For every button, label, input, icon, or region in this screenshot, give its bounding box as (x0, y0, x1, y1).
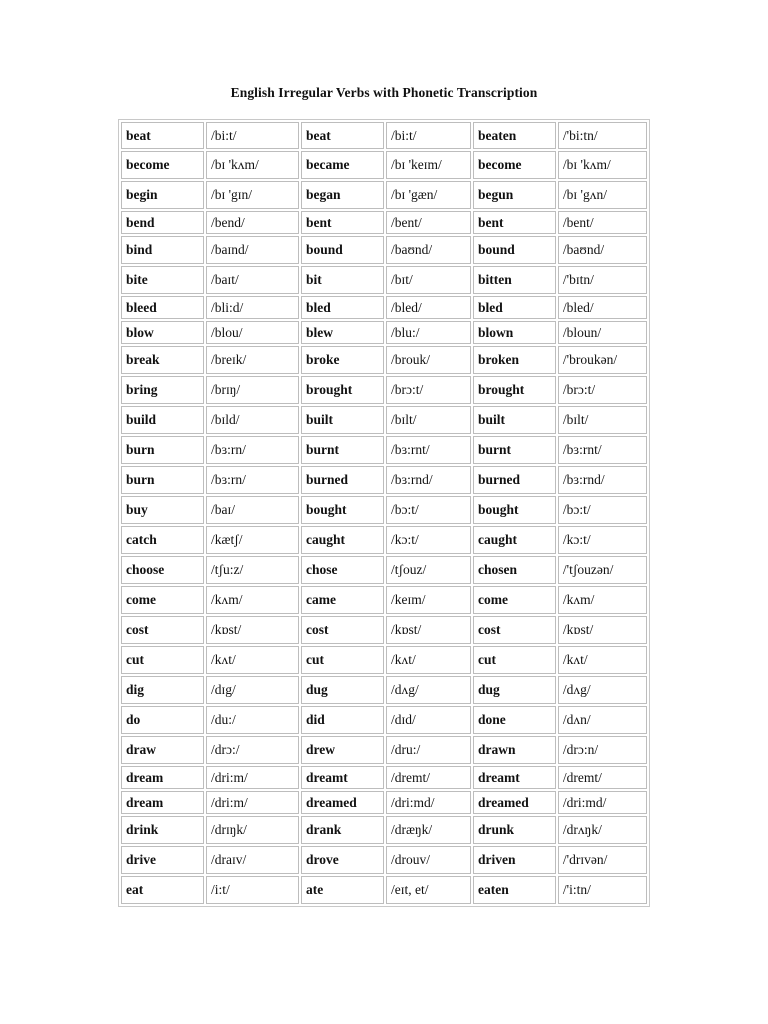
base-form-ipa-cell: /bi:t/ (206, 122, 299, 149)
past-simple-cell: broke (301, 346, 384, 374)
past-participle-ipa-cell: /bloun/ (558, 321, 647, 344)
past-participle-ipa-cell: /kʌm/ (558, 586, 647, 614)
verb-table-body (121, 122, 647, 904)
base-form-cell: burn (121, 436, 204, 464)
base-form-ipa-cell: /dri:m/ (206, 766, 299, 789)
past-simple-cell: drove (301, 846, 384, 874)
past-participle-cell: broken (473, 346, 556, 374)
base-form-ipa-cell: /tʃu:z/ (206, 556, 299, 584)
base-form-cell: begin (121, 181, 204, 209)
past-participle-ipa-cell: /'tʃouzən/ (558, 556, 647, 584)
verb-row (121, 466, 647, 494)
base-form-ipa-cell: /kʌt/ (206, 646, 299, 674)
past-participle-ipa-cell: /'i:tn/ (558, 876, 647, 904)
past-simple-cell: drank (301, 816, 384, 844)
base-form-ipa-cell: /bɜ:rn/ (206, 466, 299, 494)
base-form-cell: buy (121, 496, 204, 524)
base-form-ipa-cell: /bɪ 'kʌm/ (206, 151, 299, 179)
past-simple-cell: cost (301, 616, 384, 644)
past-simple-cell: chose (301, 556, 384, 584)
past-simple-cell: burnt (301, 436, 384, 464)
past-participle-ipa-cell: /dʌg/ (558, 676, 647, 704)
verb-row (121, 706, 647, 734)
past-participle-ipa-cell: /bɪ 'kʌm/ (558, 151, 647, 179)
past-simple-ipa-cell: /kʌt/ (386, 646, 471, 674)
past-simple-ipa-cell: /bɪ 'gæn/ (386, 181, 471, 209)
past-participle-cell: brought (473, 376, 556, 404)
past-simple-cell: cut (301, 646, 384, 674)
past-participle-cell: chosen (473, 556, 556, 584)
past-simple-cell: bought (301, 496, 384, 524)
base-form-ipa-cell: /baɪt/ (206, 266, 299, 294)
past-participle-cell: done (473, 706, 556, 734)
past-simple-cell: built (301, 406, 384, 434)
past-participle-cell: come (473, 586, 556, 614)
past-participle-cell: drawn (473, 736, 556, 764)
base-form-ipa-cell: /drɪŋk/ (206, 816, 299, 844)
past-participle-cell: dreamt (473, 766, 556, 789)
past-simple-ipa-cell: /bɜ:rnt/ (386, 436, 471, 464)
past-simple-ipa-cell: /dru:/ (386, 736, 471, 764)
past-participle-ipa-cell: /dʌn/ (558, 706, 647, 734)
base-form-ipa-cell: /kʌm/ (206, 586, 299, 614)
base-form-ipa-cell: /brɪŋ/ (206, 376, 299, 404)
past-participle-ipa-cell: /bɪlt/ (558, 406, 647, 434)
past-simple-cell: began (301, 181, 384, 209)
past-simple-cell: caught (301, 526, 384, 554)
base-form-cell: catch (121, 526, 204, 554)
past-simple-cell: burned (301, 466, 384, 494)
past-participle-ipa-cell: /'broukən/ (558, 346, 647, 374)
verb-row (121, 676, 647, 704)
past-participle-cell: bound (473, 236, 556, 264)
past-simple-ipa-cell: /keɪm/ (386, 586, 471, 614)
past-simple-ipa-cell: /eɪt, et/ (386, 876, 471, 904)
base-form-ipa-cell: /bɪld/ (206, 406, 299, 434)
past-participle-ipa-cell: /'bɪtn/ (558, 266, 647, 294)
past-participle-ipa-cell: /kɒst/ (558, 616, 647, 644)
verb-row (121, 151, 647, 179)
verb-row (121, 876, 647, 904)
past-simple-ipa-cell: /bɜ:rnd/ (386, 466, 471, 494)
past-simple-ipa-cell: /dremt/ (386, 766, 471, 789)
past-participle-cell: burned (473, 466, 556, 494)
past-simple-ipa-cell: /tʃouz/ (386, 556, 471, 584)
past-simple-ipa-cell: /kɔ:t/ (386, 526, 471, 554)
past-participle-cell: drunk (473, 816, 556, 844)
past-simple-ipa-cell: /bent/ (386, 211, 471, 234)
base-form-cell: bind (121, 236, 204, 264)
past-simple-cell: became (301, 151, 384, 179)
base-form-cell: cost (121, 616, 204, 644)
past-participle-cell: cost (473, 616, 556, 644)
past-simple-cell: bit (301, 266, 384, 294)
verb-row (121, 816, 647, 844)
base-form-cell: do (121, 706, 204, 734)
past-participle-ipa-cell: /bled/ (558, 296, 647, 319)
past-simple-ipa-cell: /kɒst/ (386, 616, 471, 644)
base-form-cell: burn (121, 466, 204, 494)
base-form-ipa-cell: /bɜ:rn/ (206, 436, 299, 464)
verb-row (121, 406, 647, 434)
verb-row (121, 346, 647, 374)
past-participle-ipa-cell: /bɜ:rnt/ (558, 436, 647, 464)
past-simple-ipa-cell: /bled/ (386, 296, 471, 319)
past-participle-cell: blown (473, 321, 556, 344)
past-simple-cell: blew (301, 321, 384, 344)
base-form-cell: drink (121, 816, 204, 844)
verb-row (121, 556, 647, 584)
verb-row (121, 526, 647, 554)
base-form-cell: eat (121, 876, 204, 904)
past-simple-cell: drew (301, 736, 384, 764)
past-participle-cell: cut (473, 646, 556, 674)
verb-row (121, 586, 647, 614)
past-simple-cell: dreamed (301, 791, 384, 814)
verb-row (121, 436, 647, 464)
past-simple-cell: did (301, 706, 384, 734)
past-simple-ipa-cell: /dʌg/ (386, 676, 471, 704)
past-simple-cell: bent (301, 211, 384, 234)
verb-row (121, 211, 647, 234)
past-participle-ipa-cell: /brɔ:t/ (558, 376, 647, 404)
past-participle-cell: driven (473, 846, 556, 874)
past-participle-cell: bought (473, 496, 556, 524)
past-simple-cell: came (301, 586, 384, 614)
past-simple-ipa-cell: /bɪlt/ (386, 406, 471, 434)
base-form-ipa-cell: /baɪnd/ (206, 236, 299, 264)
base-form-cell: bend (121, 211, 204, 234)
past-simple-ipa-cell: /brɔ:t/ (386, 376, 471, 404)
base-form-cell: dream (121, 791, 204, 814)
past-participle-cell: become (473, 151, 556, 179)
past-participle-cell: begun (473, 181, 556, 209)
base-form-cell: draw (121, 736, 204, 764)
base-form-cell: become (121, 151, 204, 179)
base-form-cell: dig (121, 676, 204, 704)
past-simple-cell: dug (301, 676, 384, 704)
base-form-ipa-cell: /bli:d/ (206, 296, 299, 319)
base-form-cell: dream (121, 766, 204, 789)
base-form-ipa-cell: /kɒst/ (206, 616, 299, 644)
past-participle-cell: dug (473, 676, 556, 704)
verb-row (121, 236, 647, 264)
verb-row (121, 736, 647, 764)
base-form-cell: bite (121, 266, 204, 294)
base-form-cell: build (121, 406, 204, 434)
past-simple-ipa-cell: /dɪd/ (386, 706, 471, 734)
past-participle-ipa-cell: /dremt/ (558, 766, 647, 789)
past-simple-ipa-cell: /baʊnd/ (386, 236, 471, 264)
verb-row (121, 766, 647, 789)
verb-row (121, 296, 647, 319)
base-form-cell: break (121, 346, 204, 374)
past-participle-cell: eaten (473, 876, 556, 904)
document-title: English Irregular Verbs with Phonetic Transcription (230, 85, 538, 100)
past-simple-ipa-cell: /bi:t/ (386, 122, 471, 149)
base-form-cell: come (121, 586, 204, 614)
base-form-ipa-cell: /bend/ (206, 211, 299, 234)
verb-row (121, 181, 647, 209)
base-form-ipa-cell: /i:t/ (206, 876, 299, 904)
past-participle-ipa-cell: /kʌt/ (558, 646, 647, 674)
past-participle-ipa-cell: /dri:md/ (558, 791, 647, 814)
past-participle-cell: bent (473, 211, 556, 234)
irregular-verbs-table (118, 119, 650, 907)
base-form-ipa-cell: /bɪ 'gɪn/ (206, 181, 299, 209)
past-simple-cell: beat (301, 122, 384, 149)
past-simple-ipa-cell: /bɪ 'keɪm/ (386, 151, 471, 179)
past-participle-cell: bitten (473, 266, 556, 294)
past-simple-cell: bled (301, 296, 384, 319)
base-form-ipa-cell: /du:/ (206, 706, 299, 734)
past-simple-cell: dreamt (301, 766, 384, 789)
past-simple-cell: bound (301, 236, 384, 264)
base-form-ipa-cell: /kætʃ/ (206, 526, 299, 554)
base-form-ipa-cell: /dri:m/ (206, 791, 299, 814)
past-participle-cell: bled (473, 296, 556, 319)
past-participle-cell: built (473, 406, 556, 434)
past-simple-ipa-cell: /bɔ:t/ (386, 496, 471, 524)
verb-row (121, 321, 647, 344)
past-participle-ipa-cell: /bɜ:rnd/ (558, 466, 647, 494)
past-simple-cell: ate (301, 876, 384, 904)
verb-row (121, 122, 647, 149)
past-simple-ipa-cell: /blu:/ (386, 321, 471, 344)
base-form-ipa-cell: /breɪk/ (206, 346, 299, 374)
past-participle-cell: caught (473, 526, 556, 554)
base-form-cell: bleed (121, 296, 204, 319)
past-simple-ipa-cell: /drouv/ (386, 846, 471, 874)
verb-row (121, 846, 647, 874)
base-form-ipa-cell: /draɪv/ (206, 846, 299, 874)
past-participle-ipa-cell: /bɪ 'gʌn/ (558, 181, 647, 209)
past-participle-ipa-cell: /drʌŋk/ (558, 816, 647, 844)
past-participle-cell: burnt (473, 436, 556, 464)
verb-row (121, 266, 647, 294)
base-form-cell: blow (121, 321, 204, 344)
past-participle-cell: beaten (473, 122, 556, 149)
base-form-cell: cut (121, 646, 204, 674)
past-simple-ipa-cell: /dræŋk/ (386, 816, 471, 844)
past-participle-ipa-cell: /'bi:tn/ (558, 122, 647, 149)
base-form-cell: drive (121, 846, 204, 874)
base-form-ipa-cell: /drɔ:/ (206, 736, 299, 764)
past-participle-ipa-cell: /bɔ:t/ (558, 496, 647, 524)
base-form-cell: beat (121, 122, 204, 149)
base-form-cell: choose (121, 556, 204, 584)
past-participle-ipa-cell: /baʊnd/ (558, 236, 647, 264)
base-form-ipa-cell: /blou/ (206, 321, 299, 344)
base-form-ipa-cell: /dɪg/ (206, 676, 299, 704)
past-participle-ipa-cell: /kɔ:t/ (558, 526, 647, 554)
past-simple-ipa-cell: /dri:md/ (386, 791, 471, 814)
base-form-ipa-cell: /baɪ/ (206, 496, 299, 524)
base-form-cell: bring (121, 376, 204, 404)
past-participle-ipa-cell: /'drɪvən/ (558, 846, 647, 874)
verb-row (121, 376, 647, 404)
verb-row (121, 791, 647, 814)
verb-row (121, 616, 647, 644)
past-participle-ipa-cell: /drɔ:n/ (558, 736, 647, 764)
verb-row (121, 496, 647, 524)
past-simple-ipa-cell: /brouk/ (386, 346, 471, 374)
past-simple-ipa-cell: /bɪt/ (386, 266, 471, 294)
past-participle-ipa-cell: /bent/ (558, 211, 647, 234)
verb-row (121, 646, 647, 674)
past-participle-cell: dreamed (473, 791, 556, 814)
past-simple-cell: brought (301, 376, 384, 404)
